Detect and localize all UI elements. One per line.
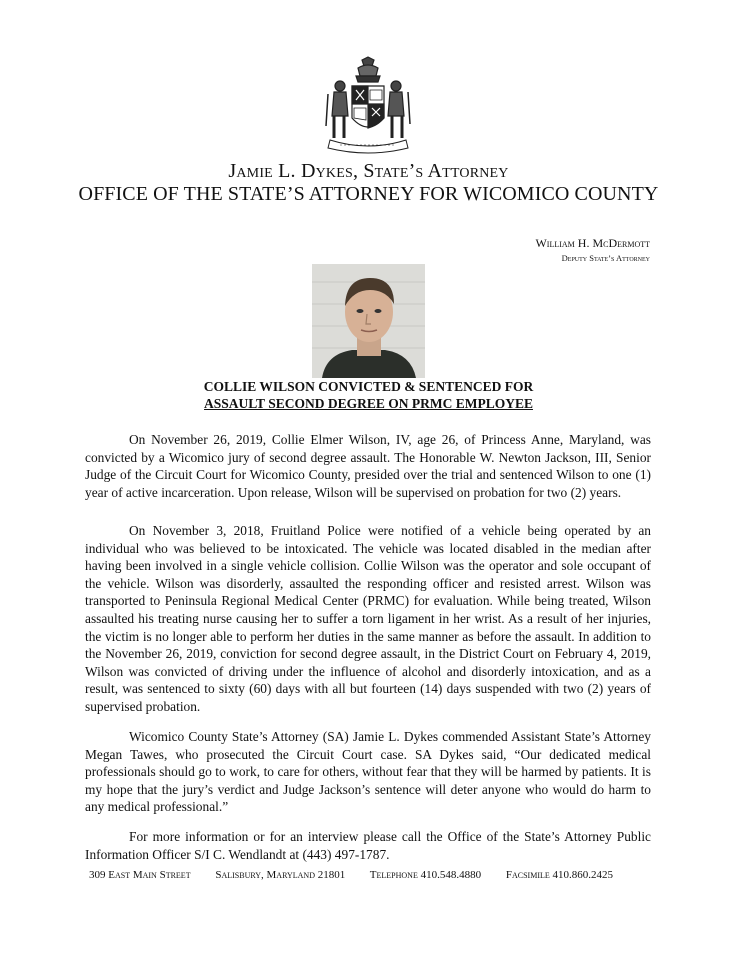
maryland-seal-logo xyxy=(322,56,414,156)
deputy-title: Deputy State’s Attorney xyxy=(561,253,650,263)
paragraph-text: On November 3, 2018, Fruitland Police were notified of a vehicle being operated by an individual who was believed to be intoxicated. The vehicle was located disabled in the median after having been involved in a single vehicle collision. Collie Wilson was the operator and sole occupant of the vehicle. Wilson was disorderly, assaulted the responding officer and resisted arrest. Wilson was transported to Peninsula Regional Medical Center (PRMC) for evaluation. While being treated, Wilson assaulted his treating nurse causing her to suffer a torn ligament in her wrist. As a result of her injuries, the victim is no longer able to perform her duties in the same manner as before the assault. In addition to the November 26, 2019, conviction for second degree assault, in the District Court on February 4, 2019, Wilson was convicted of driving under the influence of alcohol and disorderly intoxication, and as a result, was sentenced to sixty (60) days with all but fourteen (14) days suspended with two (2) years of supervised probation. xyxy=(85,523,651,714)
attorney-name-heading: Jamie L. Dykes, State’s Attorney xyxy=(228,160,509,182)
paragraph-text: On November 26, 2019, Collie Elmer Wilson, IV, age 26, of Princess Anne, Maryland, was convicted by a Wicomico jury of second degree assault. The Honorable W. Newton Jackson, III, Senior Judge of the Circuit Court for Wicomico County, presided over the trial and sentenced Wilson to one (1) year of active incarceration. Upon release, Wilson will be supervised on probation for two (2) years. xyxy=(85,432,651,500)
paragraph-4 xyxy=(85,828,651,863)
defendant-photo xyxy=(312,264,425,378)
deputy-block xyxy=(535,236,650,263)
paragraph-1 xyxy=(85,431,651,501)
headline xyxy=(0,378,737,412)
footer-address: 309 East Main Street xyxy=(89,869,191,881)
footer-telephone: Telephone 410.548.4880 xyxy=(369,869,482,881)
paragraph-3 xyxy=(85,728,651,816)
paragraph-2 xyxy=(85,522,651,716)
paragraph-text: For more information or for an interview please call the Office of the State’s Attorney Public Information Officer S/I C. Wendlandt at (443) 497-1787. xyxy=(85,829,651,862)
footer-contact xyxy=(89,869,669,881)
footer-city: Salisbury, Maryland 21801 xyxy=(215,869,346,881)
deputy-name: William H. McDermott xyxy=(535,236,650,250)
headline-line-1: COLLIE WILSON CONVICTED & SENTENCED FOR xyxy=(203,379,534,394)
office-name-heading: OFFICE OF THE STATE’S ATTORNEY FOR WICOMICO COUNTY xyxy=(78,183,659,205)
footer-facsimile: Facsimile 410.860.2425 xyxy=(505,869,614,881)
paragraph-text: Wicomico County State’s Attorney (SA) Jamie L. Dykes commended Assistant State’s Attorney Megan Tawes, who prosecuted the Circuit Court case. SA Dykes said, “Our dedicated medical professionals should go to work, to care for others, without fear that they will be harmed by patients. It is my hope that the jury’s verdict and Judge Jackson’s sentence will deter anyone who would do harm to any medical professional.” xyxy=(85,729,651,815)
headline-line-2: ASSAULT SECOND DEGREE ON PRMC EMPLOYEE xyxy=(204,396,533,411)
